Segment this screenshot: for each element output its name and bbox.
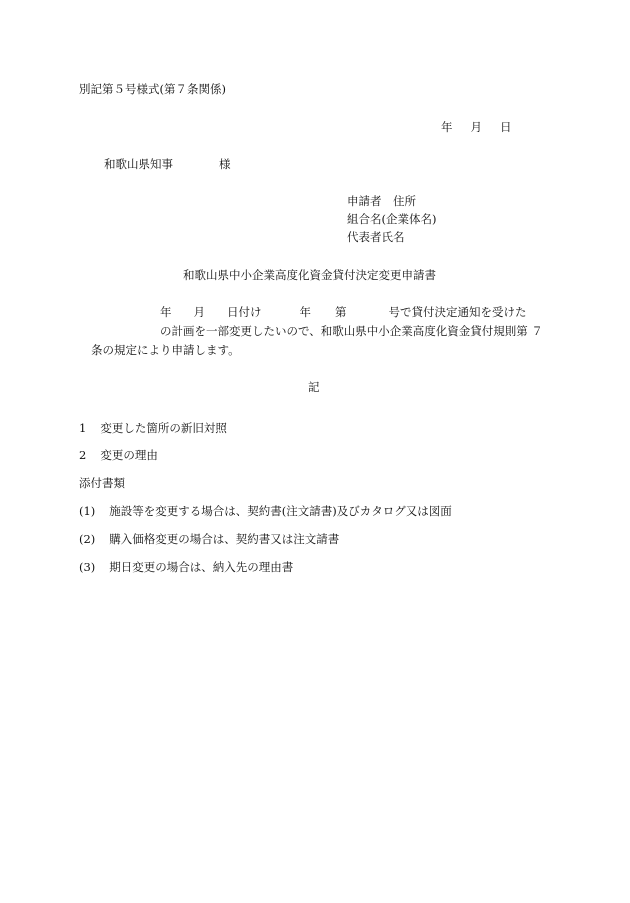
ki-heading: 記: [308, 380, 320, 394]
attachment-row: [79, 504, 452, 518]
attachments-heading: 添付書類: [79, 476, 125, 490]
item-row: [79, 448, 158, 462]
date-year: 年: [441, 120, 453, 134]
body-month: 月: [193, 305, 205, 319]
attachment-number: (2): [79, 532, 96, 546]
attachment-text: 購入価格変更の場合は、契約書又は注文請書: [109, 532, 340, 546]
body-year-2: 年: [299, 305, 311, 319]
applicant-org-name: 組合名(企業体名): [347, 212, 437, 226]
body-line-3: 条の規定により申請します。: [91, 343, 240, 357]
applicant-representative: 代表者氏名: [347, 230, 405, 244]
addressee-honorific: 様: [219, 157, 231, 171]
addressee-name: 和歌山県知事: [104, 157, 173, 171]
body-line-1: [160, 305, 527, 319]
body-line-2: の計画を一部変更したいので、和歌山県中小企業高度化資金貸付規則第 ７: [160, 324, 543, 338]
body-rest: 号で貸付決定通知を受けた: [388, 305, 527, 319]
form-label: 別記第５号様式(第７条関係): [79, 82, 226, 96]
item-text: 変更した箇所の新旧対照: [100, 421, 227, 435]
body-dai: 第: [335, 305, 347, 319]
item-text: 変更の理由: [100, 448, 158, 462]
date-line: [441, 120, 512, 134]
attachment-text: 期日変更の場合は、納入先の理由書: [109, 560, 294, 574]
attachment-number: (3): [79, 560, 96, 574]
date-day: 日: [500, 120, 512, 134]
attachment-row: [79, 560, 293, 574]
body-year: 年: [160, 305, 172, 319]
item-row: [79, 421, 227, 435]
attachment-row: [79, 532, 339, 546]
attachment-text: 施設等を変更する場合は、契約書(注文請書)及びカタログ又は図面: [109, 504, 452, 518]
document-title: 和歌山県中小企業高度化資金貸付決定変更申請書: [183, 268, 436, 282]
applicant-address: 申請者 住所: [347, 194, 416, 208]
body-date: 日付け: [227, 305, 262, 319]
date-month: 月: [470, 120, 482, 134]
attachment-number: (1): [79, 504, 96, 518]
item-number: 2: [79, 448, 87, 462]
item-number: 1: [79, 421, 87, 435]
